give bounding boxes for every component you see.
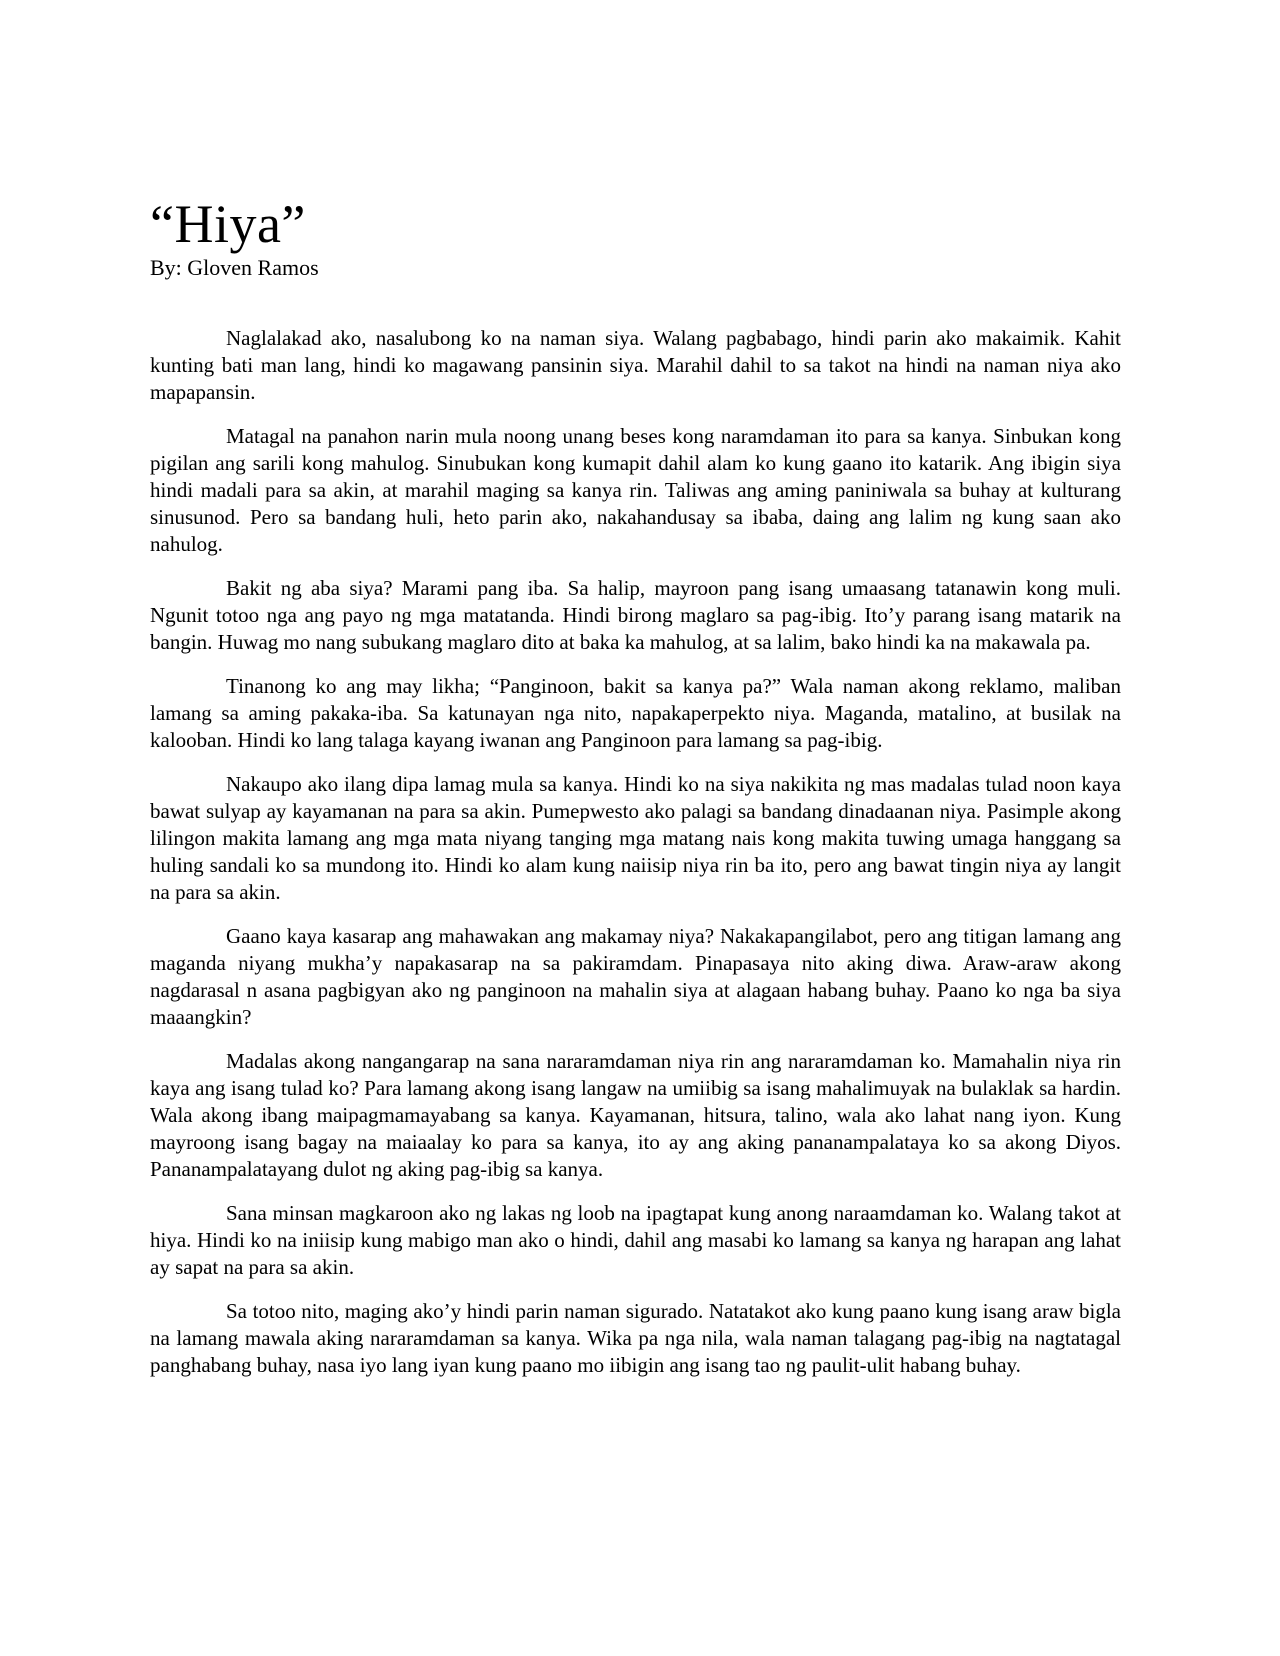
document-page <box>150 195 1121 1396</box>
document-body <box>150 325 1121 1379</box>
paragraph: Matagal na panahon narin mula noong unang beses kong naramdaman ito para sa kanya. Sinbukan kong pigilan ang sarili kong mahulog. Sinubukan kong kumapit dahil alam ko kung gaano ito katarik. Ang ibigin siya hindi madali para sa akin, at marahil maging sa kanya rin. Taliwas ang aming paniniwala sa buhay at kulturang sinusunod. Pero sa bandang huli, heto parin ako, nakahandusay sa ibaba, daing ang lalim ng kung saan ako nahulog. <box>150 424 1121 556</box>
paragraph: Madalas akong nangangarap na sana nararamdaman niya rin ang nararamdaman ko. Mamahalin niya rin kaya ang isang tulad ko? Para lamang akong isang langaw na umiibig sa isang mahalimuyak na bulaklak sa hardin. Wala akong ibang maipagmamayabang sa kanya. Kayamanan, hitsura, talino, wala ako lahat nang iyon. Kung mayroong isang bagay na maiaalay ko para sa kanya, ito ay ang aking pananampalataya ko sa akong Diyos. Pananampalatayang dulot ng aking pag-ibig sa kanya. <box>150 1049 1121 1181</box>
paragraph: Sa totoo nito, maging ako’y hindi parin naman sigurado. Natatakot ako kung paano kung isang araw bigla na lamang mawala aking nararamdaman sa kanya. Wika pa nga nila, wala naman talagang pag-ibig na nagtatagal panghabang buhay, nasa iyo lang iyan kung paano mo iibigin ang isang tao ng paulit-ulit habang buhay. <box>150 1299 1121 1377</box>
document-title: “Hiya” <box>150 194 306 254</box>
paragraph: Bakit ng aba siya? Marami pang iba. Sa halip, mayroon pang isang umaasang tatanawin kong muli. Ngunit totoo nga ang payo ng mga matatanda. Hindi birong maglaro sa pag-ibig. Ito’y parang isang matarik na bangin. Huwag mo nang subukang maglaro dito at baka ka mahulog, at sa lalim, bako hindi ka na makawala pa. <box>150 576 1121 654</box>
author-byline: By: Gloven Ramos <box>150 255 319 280</box>
paragraph: Nakaupo ako ilang dipa lamag mula sa kanya. Hindi ko na siya nakikita ng mas madalas tulad noon kaya bawat sulyap ay kayamanan na para sa akin. Pumepwesto ako palagi sa bandang dinadaanan niya. Pasimple akong lilingon makita lamang ang mga mata niyang tanging mga matang nais kong makita tuwing umaga hanggang sa huling sandali ko sa mundong ito. Hindi ko alam kung naiisip niya rin ba ito, pero ang bawat tingin niya ay langit na para sa akin. <box>150 772 1121 904</box>
paragraph: Gaano kaya kasarap ang mahawakan ang makamay niya? Nakakapangilabot, pero ang titigan lamang ang maganda niyang mukha’y napakasarap na sa pakiramdam. Pinapasaya nito aking diwa. Araw-araw akong nagdarasal n asana pagbigyan ako ng panginoon na mahalin siya at alagaan habang buhay. Paano ko nga ba siya maaangkin? <box>150 924 1121 1029</box>
paragraph: Naglalakad ako, nasalubong ko na naman siya. Walang pagbabago, hindi parin ako makaimik. Kahit kunting bati man lang, hindi ko magawang pansinin siya. Marahil dahil to sa takot na hindi na naman niya ako mapapansin. <box>150 326 1121 404</box>
paragraph: Tinanong ko ang may likha; “Panginoon, bakit sa kanya pa?” Wala naman akong reklamo, maliban lamang sa aming pakaka-iba. Sa katunayan nga nito, napakaperpekto niya. Maganda, matalino, at busilak na kalooban. Hindi ko lang talaga kayang iwanan ang Panginoon para lamang sa pag-ibig. <box>150 674 1121 752</box>
paragraph: Sana minsan magkaroon ako ng lakas ng loob na ipagtapat kung anong naraamdaman ko. Walang takot at hiya. Hindi ko na iniisip kung mabigo man ako o hindi, dahil ang masabi ko lamang sa kanya ng harapan ang lahat ay sapat na para sa akin. <box>150 1201 1121 1279</box>
